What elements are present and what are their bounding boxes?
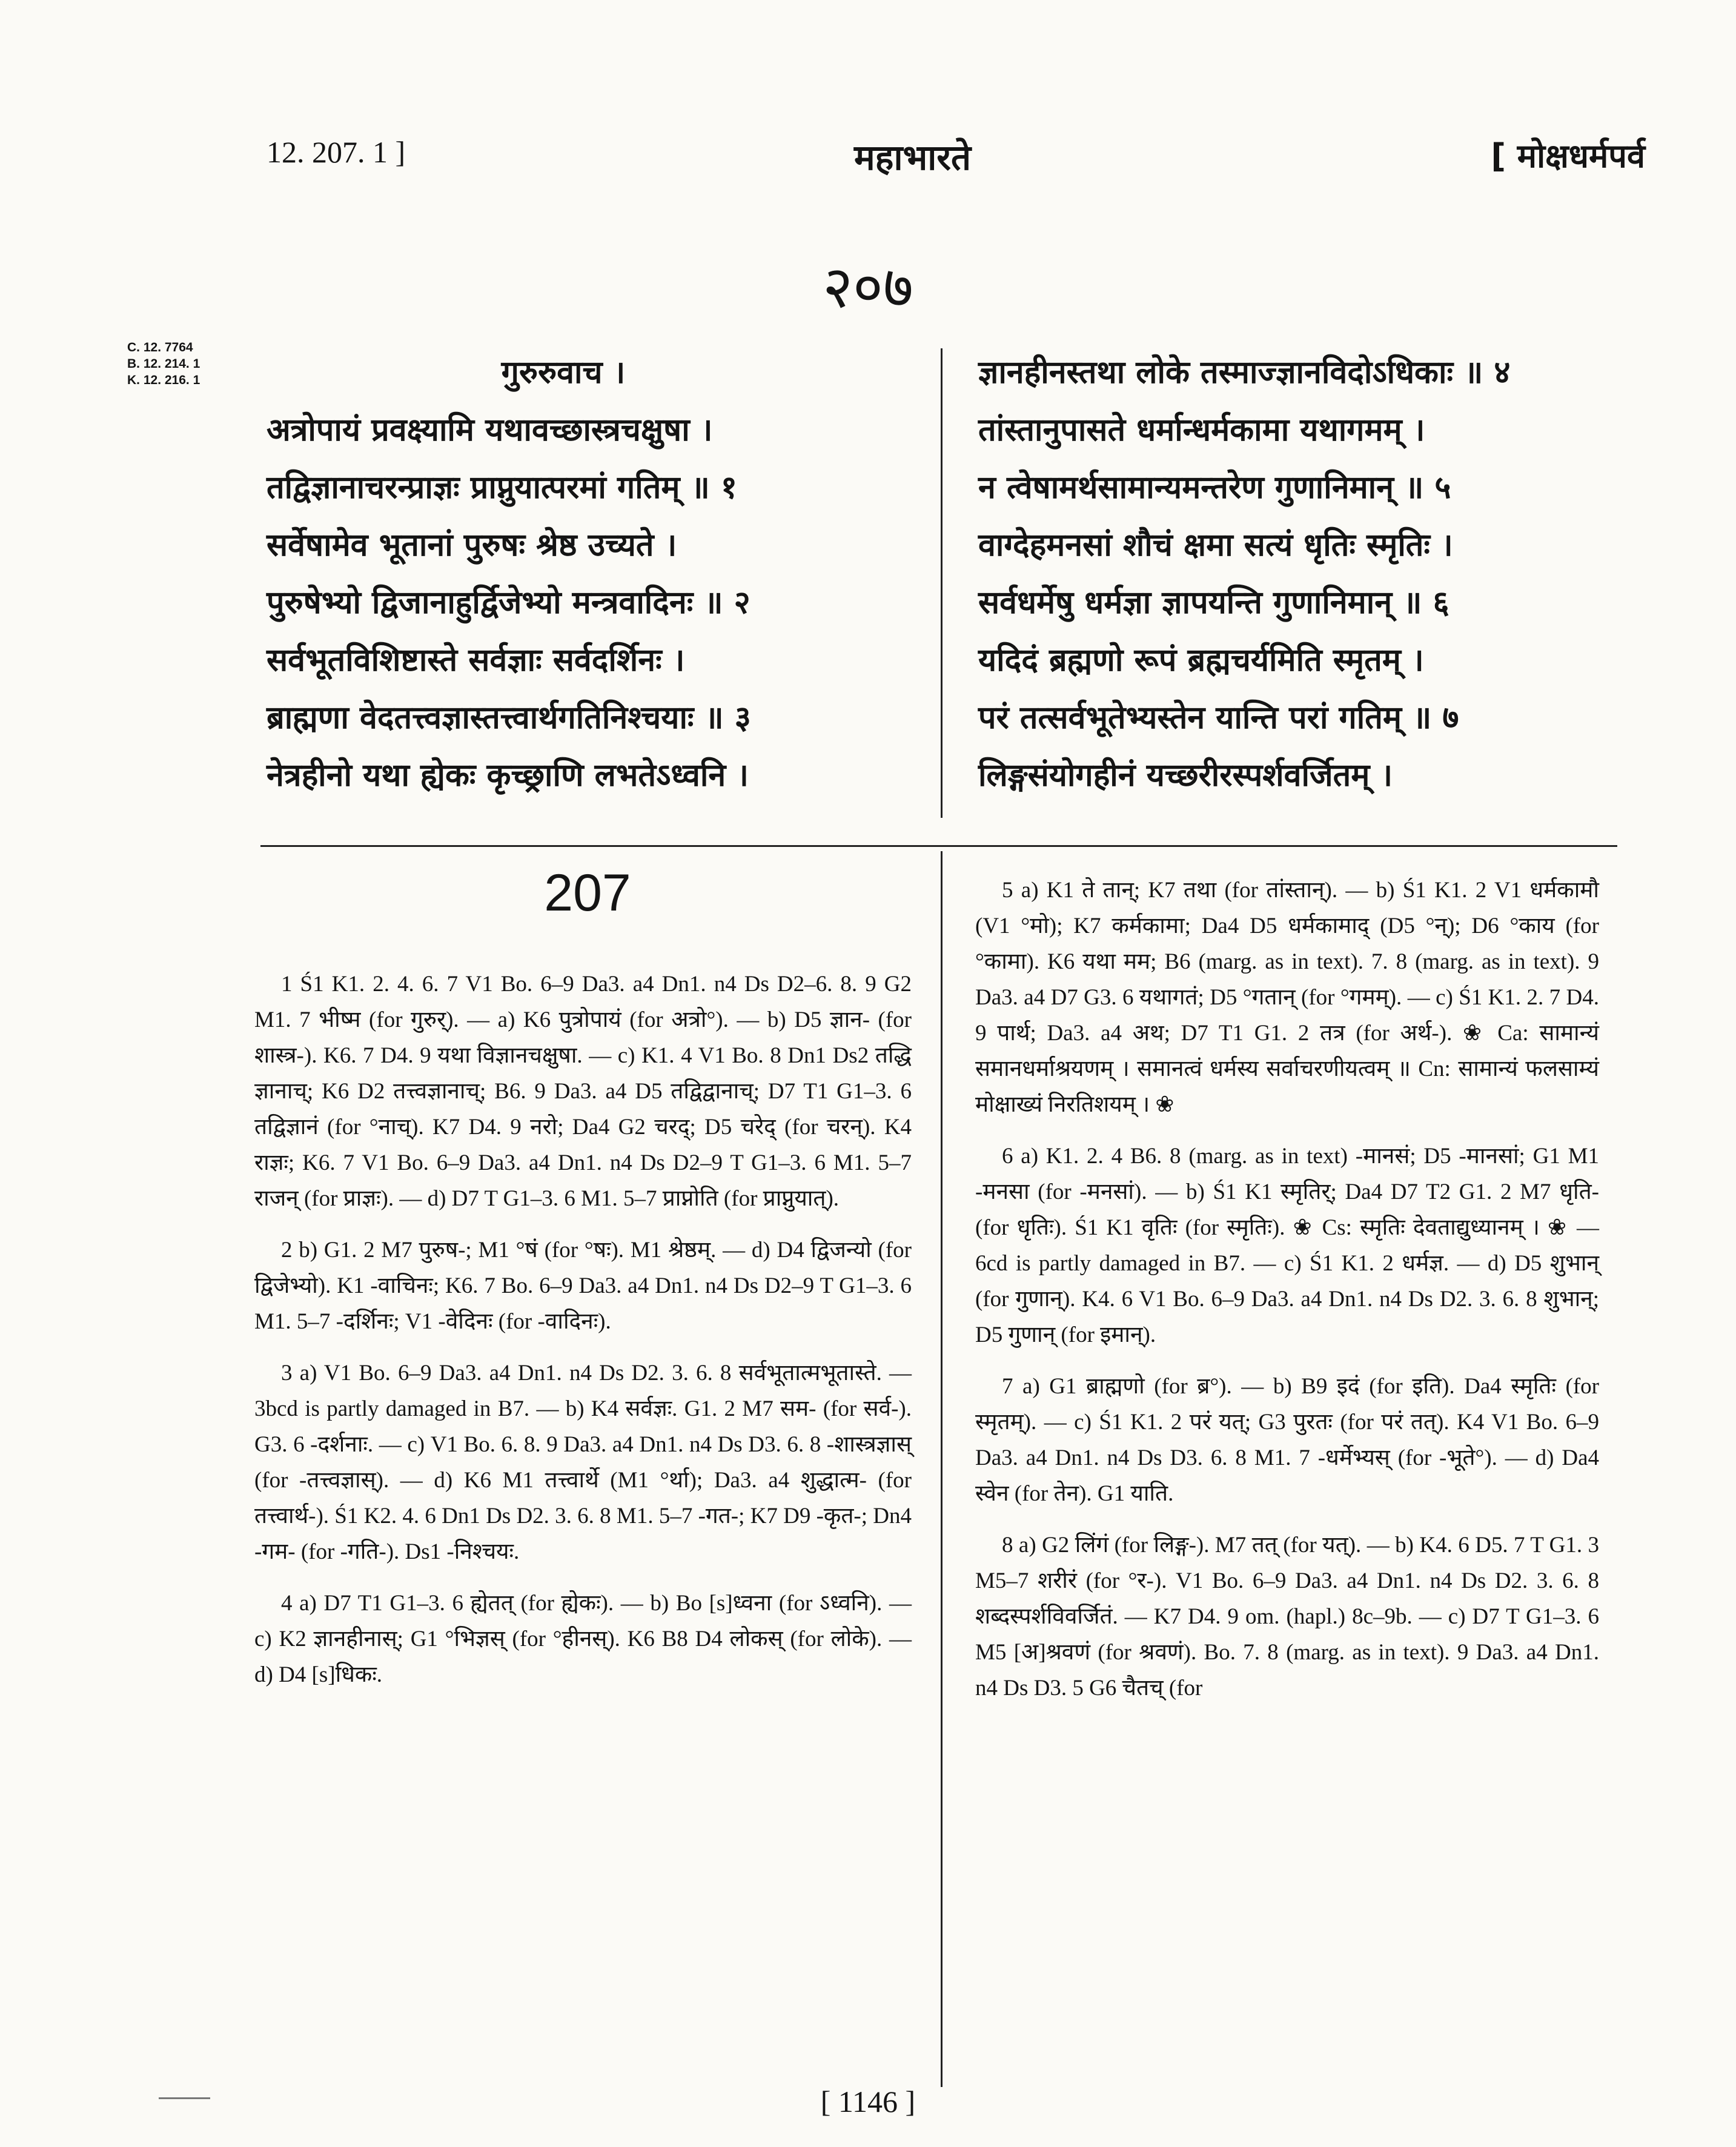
verse-line: लिङ्गसंयोगहीनं यच्छरीरस्पर्शवर्जितम् । — [978, 757, 1393, 794]
verse-column-left — [267, 344, 860, 805]
chapter-number-devanagari: २०७ — [823, 253, 913, 321]
apparatus-column-right — [975, 872, 1599, 1722]
apparatus-note: 6 a) K1. 2. 4 B6. 8 (marg. as in text) -मानसं; D5 -मानसां; G1 M1 -मनसा (for -मनसां). — b) Ś1 K1 स्मृतिर्; Da4 D7 T2 G1. 2 M7 धृति- (for धृतिः). Ś1 K1 वृतिः (for स्मृतिः). ❀ Cs: स्मृतिः देवताद्युध्यानम् । ❀ — 6cd is partly damaged in B7. — c) Ś1 K1. 2 धर्मज्ञ. — d) D5 शुभान् (for गुणान्). K4. 6 V1 Bo. 6–9 Da3. a4 Dn1. n4 Ds D2. 3. 6. 8 शुभान्; D5 गुणान् (for इमान्). — [975, 1144, 1599, 1347]
apparatus-note: 1 Ś1 K1. 2. 4. 6. 7 V1 Bo. 6–9 Da3. a4 Dn1. n4 Ds D2–6. 8. 9 G2 M1. 7 भीष्म (for गुरुर्). — a) K6 पुत्रोपायं (for अत्रो°). — b) D5 ज्ञान- (for शास्त्र-). K6. 7 D4. 9 यथा विज्ञानचक्षुषा. — c) K1. 4 V1 Bo. 8 Dn1 Ds2 तद्धि ज्ञानाच्; K6 D2 तत्त्वज्ञानाच्; B6. 9 Da3. a4 D5 तद्विद्वानाच्; D7 T1 G1–3. 6 तद्विज्ञानं (for °नाच्). K7 D4. 9 नरो; Da4 G2 चरद्; D5 चरेद् (for चरन्). K4 राज्ञः; K6. 7 V1 Bo. 6–9 Da3. a4 Dn1. n4 Ds D2–9 T G1–3. 6 M1. 5–7 राजन् (for प्राज्ञः). — d) D7 T G1–3. 6 M1. 5–7 प्राप्नोति (for प्राप्नुयात्). — [254, 972, 912, 1211]
apparatus-note: 4 a) D7 T1 G1–3. 6 ह्येतत् (for ह्येकः). — b) Bo [s]ध्वना (for ऽध्वनि). — c) K2 ज्ञानहीनास्; G1 °भिज्ञस् (for °हीनस्). K6 B8 D4 लोकस् (for लोके). — d) D4 [s]धिकः. — [254, 1591, 912, 1687]
concordance-ref: B. 12. 214. 1 — [127, 357, 200, 371]
section-title: [ मोक्षधर्मपर्व — [1491, 137, 1645, 175]
verse-line: सर्वभूतविशिष्टास्ते सर्वज्ञाः सर्वदर्शिनः । — [267, 642, 685, 679]
apparatus-column-left — [254, 966, 912, 1708]
verse-column-right — [978, 344, 1510, 805]
page-number: [ 1146 ] — [820, 2085, 916, 2119]
concordance-ref: C. 12. 7764 — [127, 340, 193, 354]
verse-line: ज्ञानहीनस्तथा लोके तस्माज्ज्ञानविदोऽधिकाः ॥ ४ — [978, 354, 1511, 391]
apparatus-note: 3 a) V1 Bo. 6–9 Da3. a4 Dn1. n4 Ds D2. 3. 6. 8 सर्वभूतात्मभूतास्ते. — 3bcd is partly damaged in B7. — b) K4 सर्वज्ञः. G1. 2 M7 सम- (for सर्व-). G3. 6 -दर्शनाः. — c) V1 Bo. 6. 8. 9 Da3. a4 Dn1. n4 Ds D3. 6. 8 -शास्त्रज्ञास् (for -तत्त्वज्ञास्). — d) K6 M1 तत्त्वार्थे (M1 °र्था); Da3. a4 शुद्धात्म- (for तत्त्वार्थ-). Ś1 K2. 4. 6 Dn1 Ds D2. 3. 6. 8 M1. 5–7 -गत-; K7 D9 -कृत-; Dn4 -गम- (for -गति-). Ds1 -निश्चयः. — [254, 1361, 912, 1564]
column-divider-notes — [941, 851, 943, 2087]
speaker-heading: गुरुरुवाच । — [501, 354, 626, 391]
verse-line: ब्राह्मणा वेदतत्त्वज्ञास्तत्त्वार्थगतिनिश्चयाः ॥ ३ — [267, 700, 751, 736]
concordance-ref: K. 12. 216. 1 — [127, 373, 200, 387]
chapter-number: 207 — [544, 864, 631, 922]
running-title: महाभारते — [854, 137, 972, 178]
apparatus-note: 2 b) G1. 2 M7 पुरुष-; M1 °षं (for °षः). M1 श्रेष्ठम्. — d) D4 द्विजन्यो (for द्विजेभ्यो). K1 -वाचिनः; K6. 7 Bo. 6–9 Da3. a4 Dn1. n4 Ds D2–9 T G1–3. 6 M1. 5–7 -दर्शिनः; V1 -वेदिनः (for -वादिनः). — [254, 1238, 912, 1334]
verse-notes-separator — [260, 845, 1617, 847]
verse-line: अत्रोपायं प्रवक्ष्यामि यथावच्छास्त्रचक्षुषा । — [267, 412, 713, 448]
scan-artifact — [159, 2097, 210, 2099]
verse-line: तांस्तानुपासते धर्मान्धर्मकामा यथागमम् । — [978, 412, 1425, 448]
verse-line: न त्वेषामर्थसामान्यमन्तरेण गुणानिमान् ॥ ५ — [978, 470, 1451, 506]
verse-line: सर्वधर्मेषु धर्मज्ञा ज्ञापयन्ति गुणानिमान् ॥ ६ — [978, 585, 1449, 621]
verse-line: यदिदं ब्रह्मणो रूपं ब्रह्मचर्यमिति स्मृतम् । — [978, 642, 1424, 679]
apparatus-note: 8 a) G2 लिंगं (for लिङ्ग-). M7 तत् (for यत्). — b) K4. 6 D5. 7 T G1. 3 M5–7 शरीरं (for °र-). V1 Bo. 6–9 Da3. a4 Dn1. n4 Ds D2. 3. 6. 8 शब्दस्पर्शविवर्जितं. — K7 D4. 9 om. (hapl.) 8c–9b. — c) D7 T G1–3. 6 M5 [अ]श्रवणं (for श्रवणं). Bo. 7. 8 (marg. as in text). 9 Da3. a4 Dn1. n4 Ds D3. 5 G6 चैतच् (for — [975, 1533, 1599, 1701]
verse-line: परं तत्सर्वभूतेभ्यस्तेन यान्ति परां गतिम् ॥ ७ — [978, 700, 1459, 736]
verse-line: नेत्रहीनो यथा ह्येकः कृच्छ्राणि लभतेऽध्वनि । — [267, 757, 749, 794]
column-divider-verses — [941, 348, 943, 818]
verse-line: सर्वेषामेव भूतानां पुरुषः श्रेष्ठ उच्यते । — [267, 527, 677, 563]
concordance-references — [127, 339, 200, 388]
apparatus-note: 7 a) G1 ब्राह्मणो (for ब्र°). — b) B9 इदं (for इति). Da4 स्मृतिः (for स्मृतम्). — c) Ś1 K1. 2 परं यत्; G3 पुरतः (for परं तत्). K4 V1 Bo. 6–9 Da3. a4 Dn1. n4 Ds D3. 6. 8 M1. 7 -धर्मेभ्यस् (for -भूते°). — d) Da4 स्वेन (for तेन). G1 याति. — [975, 1374, 1599, 1506]
verse-line: वाग्देहमनसां शौचं क्षमा सत्यं धृतिः स्मृतिः । — [978, 527, 1453, 563]
verse-line: पुरुषेभ्यो द्विजानाहुर्द्विजेभ्यो मन्त्रवादिनः ॥ २ — [267, 585, 750, 621]
verse-line: तद्विज्ञानाचरन्प्राज्ञः प्राप्नुयात्परमां गतिम् ॥ १ — [267, 470, 737, 506]
running-reference: 12. 207. 1 ] — [267, 135, 406, 169]
apparatus-note: 5 a) K1 ते तान्; K7 तथा (for तांस्तान्). — b) Ś1 K1. 2 V1 धर्मकामौ (V1 °मो); K7 कर्मकामा; Da4 D5 धर्मकामाद् (D5 °न्); D6 °काय (for °कामा). K6 यथा मम; B6 (marg. as in text). 7. 8 (marg. as in text). 9 Da3. a4 D7 G3. 6 यथागतं; D5 °गतान् (for °गमम्). — c) Ś1 K1. 2. 7 D4. 9 पार्थ; Da3. a4 अथ; D7 T1 G1. 2 तत्र (for अर्थ-). ❀ Ca: सामान्यं समानधर्माश्रयणम् । समानत्वं धर्मस्य सर्वाचरणीयत्वम् ॥ Cn: सामान्यं फलसाम्यं मोक्षाख्यं निरतिशयम् । ❀ — [975, 878, 1599, 1117]
